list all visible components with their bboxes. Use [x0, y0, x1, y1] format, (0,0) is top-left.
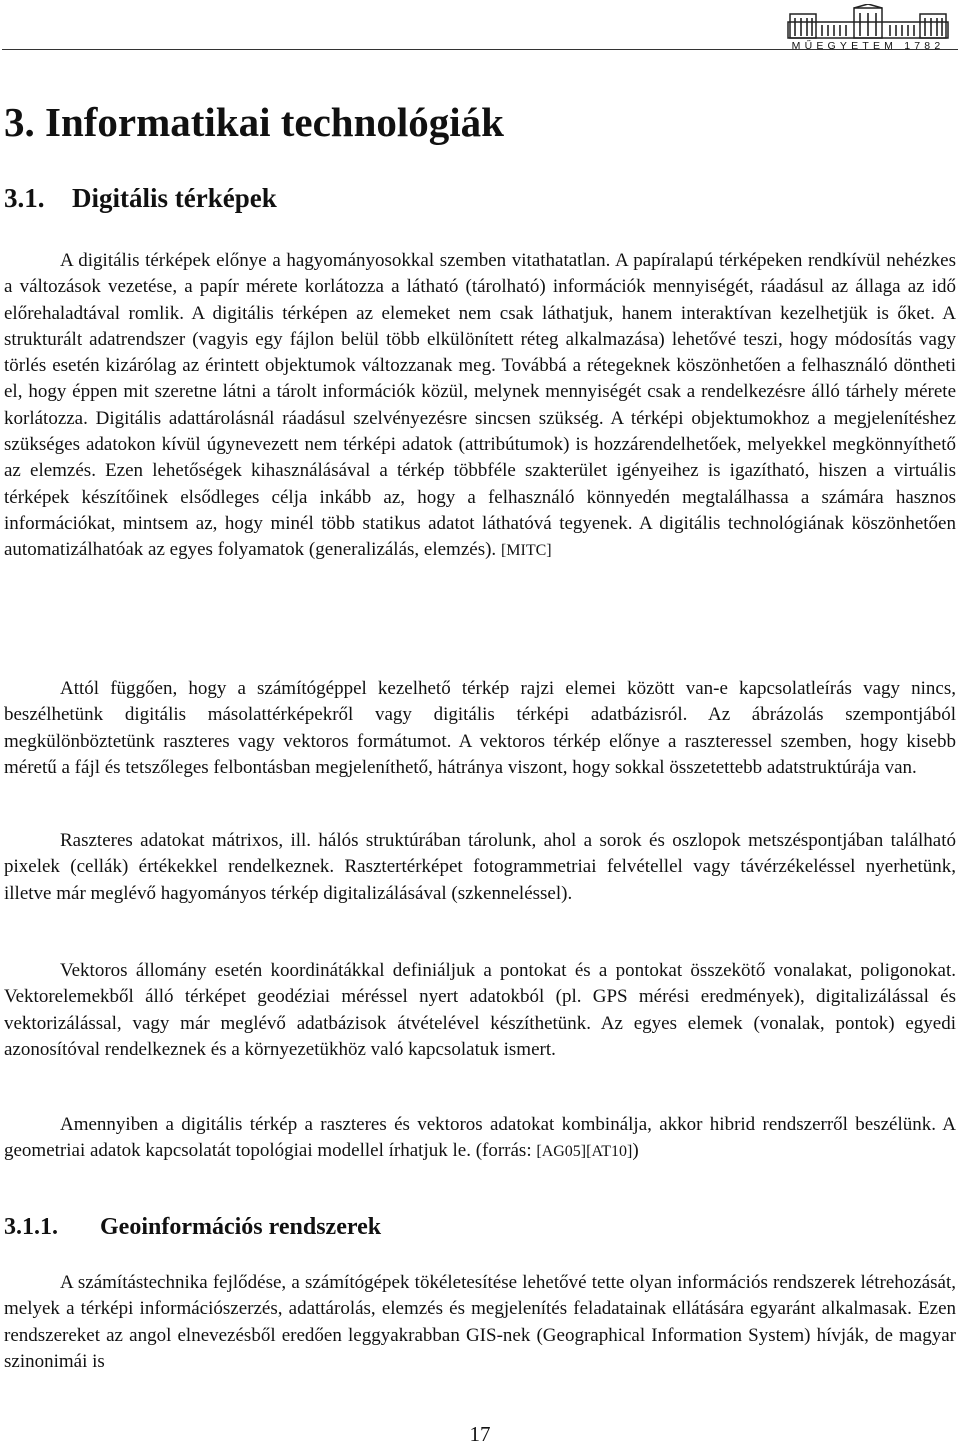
paragraph	[4, 828, 956, 907]
citation-close: )	[632, 1140, 639, 1162]
paragraph	[4, 958, 956, 1063]
university-logo	[780, 4, 956, 54]
paragraph	[4, 1270, 956, 1375]
logo-text: MŰEGYETEM 1782	[791, 40, 945, 52]
subsection-number: 3.1.1.	[4, 1214, 58, 1240]
section-title: Digitális térképek	[72, 183, 277, 213]
chapter-heading: 3. Informatikai technológiák	[4, 99, 504, 145]
section-number: 3.1.	[4, 183, 45, 213]
header-divider	[2, 49, 958, 50]
paragraph	[4, 676, 956, 781]
paragraph-text: Amennyiben a digitális térkép a raszteres és vektoros adatokat kombinálja, akkor hibrid rendszerről beszélünk. A geometriai adatok kapcsolatát topológiai modellel írhatjuk le. (forrás:	[4, 1114, 956, 1162]
paragraph-text: Vektoros állomány esetén koordinátákkal definiáljuk a pontokat és a pontokat összekötő vonalakat, poligonokat. Vektorelemekből álló térképet geodéziai méréssel nyert adatokból (pl. GPS mérési eredmények), digitalizálással és vektorizálással, vagy már meglévő adatbázisok átvételével készíthetünk. Az egyes elemek (vonalak, pontok) egyedi azonosítóval rendelkeznek és a környezetükhöz való kapcsolatuk ismert.	[4, 960, 956, 1060]
paragraph-text: Attól függően, hogy a számítógéppel kezelhető térkép rajzi elemei között van-e kapcsolatleírás vagy nincs, beszélhetünk digitális másolattérképekről vagy digitális térképi adatbázisról. Az ábrázolás szempontjából megkülönböztetünk raszteres vagy vektoros formátumot. A vektoros térkép előnye a raszteressel szemben, hogy kisebb méretű a fájl és tetszőleges felbontásban megjeleníthető, hátránya viszont, hogy sokkal összetettebb adatstruktúrája van.	[4, 678, 956, 778]
citation: [MITC]	[500, 542, 552, 560]
paragraph-text: A digitális térképek előnye a hagyományosokkal szemben vitathatatlan. A papíralapú térképeken rendkívül nehézkes a változások vezetése, a papír mérete korlátozza a látható (tárolható) információk mennyiségét, ráadásul az állaga az idő előrehaladtával romlik. A digitális térképen az elemeket nem csak láthatjuk, hanem interaktívan kezelhetjük is őket. A strukturált adatrendszer (vagyis egy fájlon belül több elkülönített réteg alkalmazása) lehetővé teszi, hogy módosítás vagy törlés esetén kizárólag az érintett objektumok változzanak meg. Továbbá a rétegeknek köszönhetően a felhasználó döntheti el, hogy éppen mit szeretne látni a tárolt információk közül, melynek mennyiségét csak a rendelkezésre álló tárhely mérete korlátozza. Digitális adattárolásnál ráadásul szelvényezésre sincsen szükség. A térképi objektumokhoz a megjelenítéshez szükséges adatokon kívül úgynevezett nem térképi adatok (attribútumok) is hozzárendelhetőek, melyekkel megkönnyíthető az elemzés. Ezen lehetőségek kihasználásával a térkép többféle szakterület igényeihez is igazítható, hiszen a virtuális térképek készítőinek elsődleges célja inkább az, hogy a felhasználó könnyedén megtalálhassa a számára hasznos információkat, mintsem az, hogy minél több statikus adatot láthatóvá tegyenek. A digitális technológiának köszönhetően automatizálhatóak az egyes folyamatok (generalizálás, elemzés).	[4, 250, 956, 561]
citation: [AG05]	[536, 1143, 587, 1161]
building-emblem-icon	[780, 4, 956, 40]
paragraph-text: A számítástechnika fejlődése, a számítógépek tökéletesítése lehetővé tette olyan információs rendszerek létrehozását, melyek a térképi információszerzés, adattárolás, elemzés és megjelenítés feladatainak ellátására egyaránt alkalmasak. Ezen rendszereket az angol elnevezésből eredően leggyakrabban GIS-nek (Geographical Information System) hívják, de magyar szinonimái is	[4, 1272, 956, 1372]
section-heading	[4, 184, 277, 214]
page-number: 17	[469, 1422, 491, 1446]
citation: [AT10]	[586, 1143, 633, 1161]
subsection-heading	[4, 1214, 381, 1240]
paragraph-text: Raszteres adatokat mátrixos, ill. hálós struktúrában tárolunk, ahol a sorok és oszlopok metszéspontjában található pixelek (cellák) értékekkel rendelkeznek. Rasztertérképet fotogrammetriai felvétellel vagy távérzékeléssel nyerhetünk, illetve már meglévő hagyományos térkép digitalizálásával (szkenneléssel).	[4, 830, 956, 904]
paragraph	[4, 248, 956, 565]
paragraph	[4, 1112, 956, 1166]
subsection-title: Geoinformációs rendszerek	[100, 1214, 382, 1240]
